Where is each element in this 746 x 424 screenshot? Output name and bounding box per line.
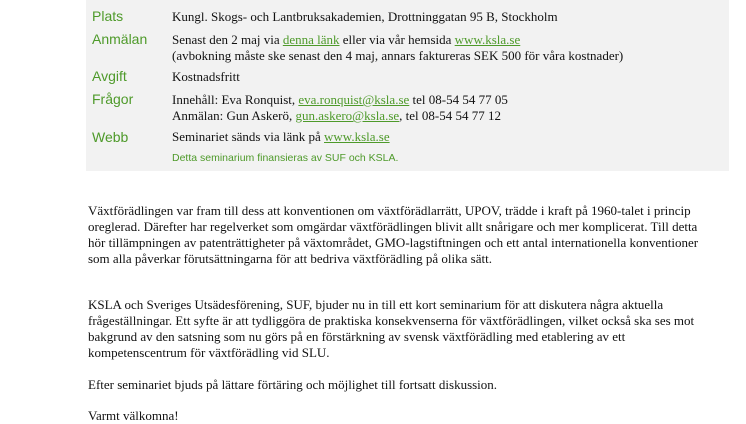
event-info-box <box>86 0 729 171</box>
paragraph-refreshments: Efter seminariet bjuds på lättare förtäring och möjlighet till fortsatt diskussion. <box>88 377 498 392</box>
value-fragor <box>172 92 508 124</box>
website-link[interactable]: www.ksla.se <box>454 32 521 47</box>
email-eva-ronquist-link[interactable]: eva.ronquist@ksla.se <box>298 92 410 107</box>
label-avgift: Avgift <box>92 68 127 84</box>
registration-link[interactable]: denna länk <box>282 32 340 47</box>
financing-note: Detta seminarium finansieras av SUF och KSLA. <box>172 152 399 164</box>
fragor-content-phone: tel 08-54 54 77 05 <box>409 92 508 107</box>
anmalan-text-2: eller via vår hemsida <box>339 32 455 47</box>
value-avgift: Kostnadsfritt <box>172 69 240 84</box>
paragraph-intro: Växtförädlingen var fram till dess att konventionen om växtförädlarrätt, UPOV, trädde i kraft på 1960-talet i princip oreglerad. Därefter har regelverket som omgärdar växtförädlingen blivit allt snårigare och mer komplicerat. Till detta hör tillämpningen av patenträttigheter på växtområdet, GMO-lagstiftningen och ett antal internationella konventioner som alla påverkar förutsättningarna för att bedriva växtförädling på olika sätt. <box>88 203 699 266</box>
paragraph-invitation: KSLA och Sveriges Utsädesförening, SUF, bjuder nu in till ett kort seminarium för att diskutera några aktuella frågeställningar. Ett syfte är att tydliggöra de praktiska konsekvenserna för växtförädlingen, vilket också ska ses mot bakgrund av den satsning som nu görs på en förstärkning av svensk växtförädling med etablering av ett kompetenscentrum för växtförädling vid SLU. <box>88 297 695 360</box>
email-gun-askero-link[interactable]: gun.askero@ksla.se <box>295 108 400 123</box>
value-webb <box>172 129 390 145</box>
paragraph-welcome: Varmt välkomna! <box>88 408 179 423</box>
label-plats: Plats <box>92 8 124 24</box>
fragor-registration-phone: , tel 08-54 54 77 12 <box>399 108 501 123</box>
anmalan-cancellation-note: (avbokning måste ske senast den 4 maj, annars faktureras SEK 500 för våra kostnader) <box>172 48 624 63</box>
anmalan-text-1: Senast den 2 maj via <box>172 32 283 47</box>
fragor-registration-contact: Anmälan: Gun Askerö, <box>172 108 296 123</box>
label-anmalan: Anmälan <box>92 31 148 47</box>
webb-link[interactable]: www.ksla.se <box>324 129 390 144</box>
value-plats: Kungl. Skogs- och Lantbruksakademien, Drottninggatan 95 B, Stockholm <box>172 9 558 24</box>
fragor-content-contact: Innehåll: Eva Ronquist, <box>172 92 299 107</box>
webb-text: Seminariet sänds via länk på <box>172 129 324 144</box>
value-anmalan <box>172 32 623 64</box>
label-fragor: Frågor <box>92 91 134 107</box>
label-webb: Webb <box>92 129 129 145</box>
